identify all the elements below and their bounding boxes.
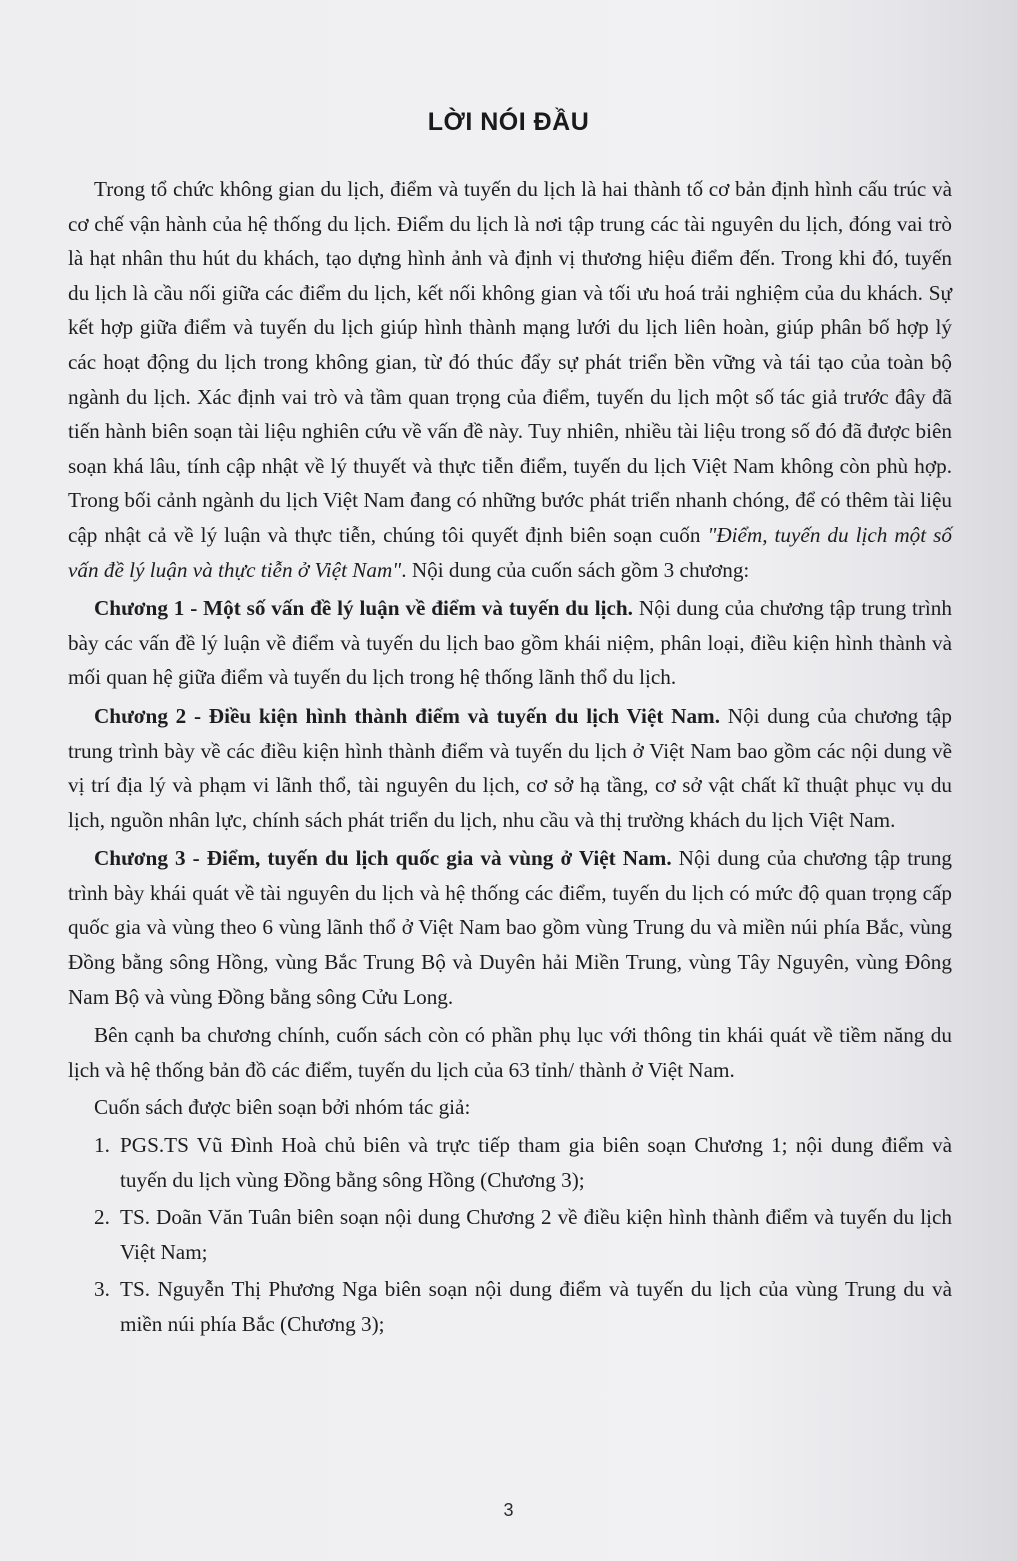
author-text: PGS.TS Vũ Đình Hoà chủ biên và trực tiếp tham gia biên soạn Chương 1; nội dung điểm và tuyến du lịch vùng Đồng bằng sông Hồng (Chương 3);: [120, 1133, 952, 1192]
book-title-italic: "Điểm, tuyến du lịch một số vấn đề lý luận và thực tiễn ở Việt Nam": [68, 522, 952, 582]
page-number: 3: [503, 1500, 514, 1520]
chapter-2-text: Nội dung của chương tập trung trình bày về các điều kiện hình thành điểm và tuyến du lịch ở Việt Nam bao gồm các nội dung về vị trí địa lý và phạm vi lãnh thổ, tài nguyên du lịch, cơ sở hạ tầng, cơ sở vật chất kĩ thuật phục vụ du lịch, nguồn nhân lực, chính sách phát triển du lịch, nhu cầu và thị trường khách du lịch Việt Nam.: [68, 703, 952, 832]
authors-intro: Cuốn sách được biên soạn bởi nhóm tác giả:: [94, 1095, 471, 1120]
preface-body: [68, 172, 952, 1345]
chapter-3-paragraph: [68, 841, 952, 1014]
chapter-2-heading: Chương 2 - Điều kiện hình thành điểm và tuyến du lịch Việt Nam.: [94, 703, 720, 728]
chapter-1-heading: Chương 1 - Một số vấn đề lý luận về điểm và tuyến du lịch.: [94, 596, 633, 621]
chapter-3-text: Nội dung của chương tập trung trình bày khái quát về tài nguyên du lịch và hệ thống các điểm, tuyến du lịch có mức độ quan trọng cấp quốc gia và vùng theo 6 vùng lãnh thổ ở Việt Nam bao gồm vùng Trung du và miền núi phía Bắc, vùng Đồng bằng sông Hồng, vùng Bắc Trung Bộ và Duyên hải Miền Trung, vùng Tây Nguyên, vùng Đông Nam Bộ và vùng Đồng bằng sông Cửu Long.: [68, 846, 953, 1009]
page-title: LỜI NÓI ĐẦU: [427, 108, 590, 136]
intro-paragraph: [68, 172, 952, 587]
author-list-item: [68, 1128, 952, 1197]
chapter-1-paragraph: [68, 591, 952, 695]
author-list-item: [68, 1272, 952, 1341]
author-number: 1.: [94, 1133, 110, 1158]
chapter-3-heading: Chương 3 - Điểm, tuyến du lịch quốc gia và vùng ở Việt Nam.: [94, 846, 672, 871]
author-number: 3.: [94, 1277, 110, 1302]
intro-text-part2: . Nội dung của cuốn sách gồm 3 chương:: [401, 557, 750, 582]
appendix-paragraph: Bên cạnh ba chương chính, cuốn sách còn có phần phụ lục với thông tin khái quát về tiềm năng du lịch và hệ thống bản đồ các điểm, tuyến du lịch của 63 tỉnh/ thành ở Việt Nam.: [68, 1023, 952, 1082]
chapter-2-paragraph: [68, 699, 952, 837]
author-number: 2.: [94, 1205, 110, 1230]
chapter-1-text: Nội dung của chương tập trung trình bày các vấn đề lý luận về điểm và tuyến du lịch bao gồm khái niệm, phân loại, điều kiện hình thành và mối quan hệ giữa điểm và tuyến du lịch trong hệ thống lãnh thổ du lịch.: [68, 596, 952, 690]
author-text: TS. Nguyễn Thị Phương Nga biên soạn nội dung điểm và tuyến du lịch của vùng Trung du và miền núi phía Bắc (Chương 3);: [120, 1277, 952, 1336]
intro-text-part1: Trong tổ chức không gian du lịch, điểm và tuyến du lịch là hai thành tố cơ bản định hình cấu trúc và cơ chế vận hành của hệ thống du lịch. Điểm du lịch là nơi tập trung các tài nguyên du lịch, đóng vai trò là hạt nhân thu hút du khách, tạo dựng hình ảnh và định vị thương hiệu điểm đến. Trong khi đó, tuyến du lịch là cầu nối giữa các điểm du lịch, kết nối không gian và tối ưu hoá trải nghiệm của du khách. Sự kết hợp giữa điểm và tuyến du lịch giúp hình thành mạng lưới du lịch liên hoàn, giúp phân bố hợp lý các hoạt động du lịch trong không gian, từ đó thúc đẩy sự phát triển bền vững và tái tạo của toàn bộ ngành du lịch. Xác định vai trò và tầm quan trọng của điểm, tuyến du lịch một số tác giả trước đây đã tiến hành biên soạn tài liệu nghiên cứu về vấn đề này. Tuy nhiên, nhiều tài liệu trong số đó đã được biên soạn khá lâu, tính cập nhật về lý thuyết và thực tiễn điểm, tuyến du lịch Việt Nam không còn phù hợp. Trong bối cảnh ngành du lịch Việt Nam đang có những bước phát triển nhanh chóng, để có thêm tài liệu cập nhật cả về lý luận và thực tiễn, chúng tôi quyết định biên soạn cuốn: [68, 177, 952, 547]
author-text: TS. Doãn Văn Tuân biên soạn nội dung Chương 2 về điều kiện hình thành điểm và tuyến du lịch Việt Nam;: [120, 1205, 952, 1264]
author-list-item: [68, 1200, 952, 1269]
